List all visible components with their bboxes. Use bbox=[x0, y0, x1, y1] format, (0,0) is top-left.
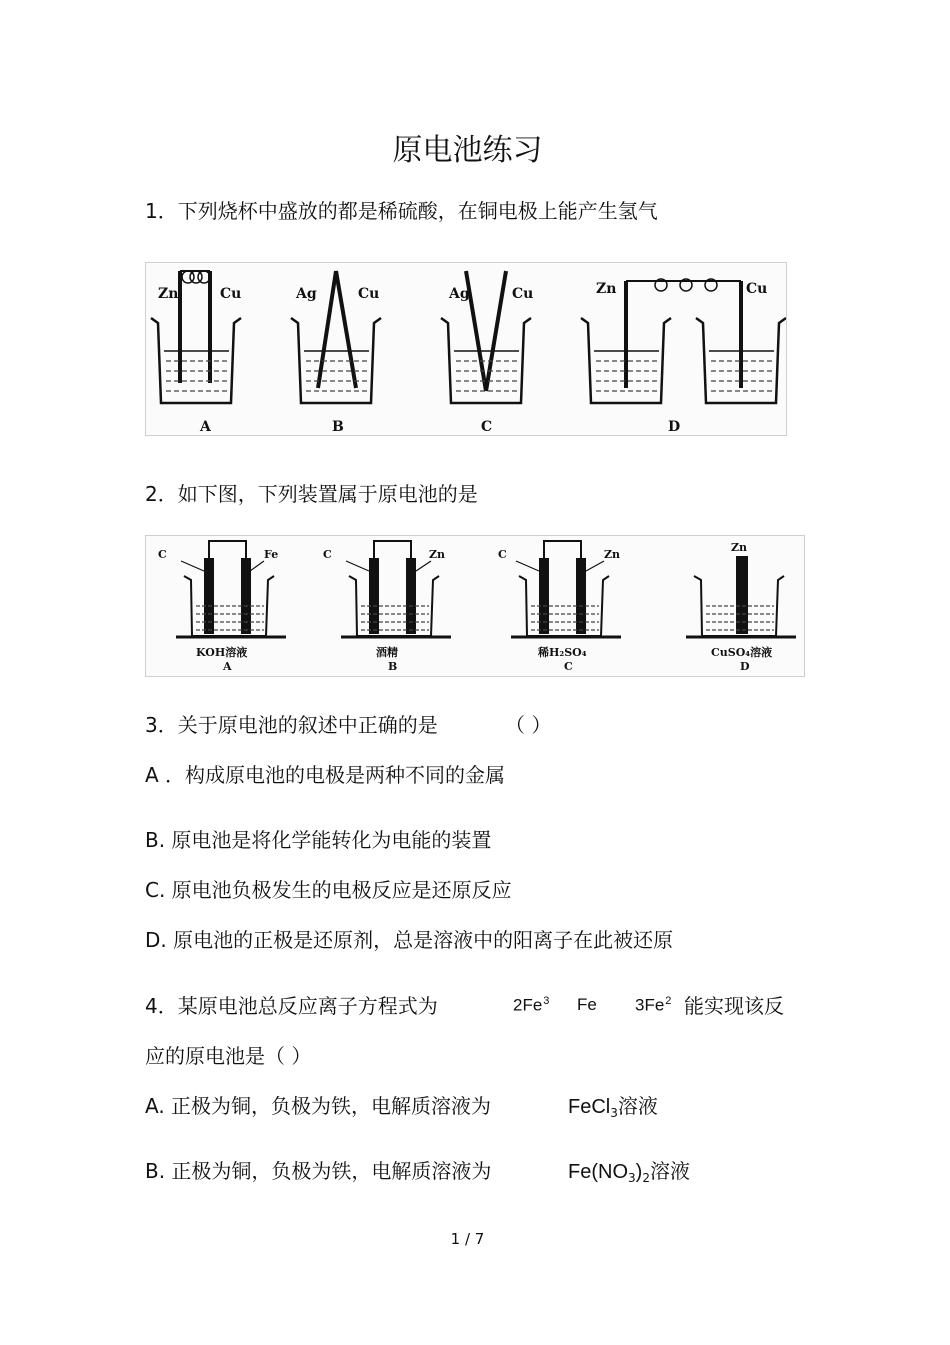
fig2-a-right: Fe bbox=[264, 548, 279, 561]
fig2-a-label: A bbox=[223, 660, 232, 673]
fig2-d-solution: CuSO₄溶液 bbox=[711, 646, 773, 659]
option-b-tail: 溶液 bbox=[649, 1159, 690, 1183]
label-a-right: Cu bbox=[220, 286, 242, 302]
option-a-subscript: 3 bbox=[610, 1106, 618, 1120]
fig2-d-label: D bbox=[740, 660, 750, 673]
beakers-figure-1 bbox=[146, 263, 786, 435]
question-3-option-d: D. 原电池的正极是还原剂，总是溶液中的阳离子在此被还原 bbox=[145, 928, 674, 952]
beakers-figure-2 bbox=[146, 536, 804, 676]
fig2-d-electrode: Zn bbox=[731, 541, 748, 554]
label-c-right: Cu bbox=[512, 286, 534, 302]
equation-term-3 bbox=[635, 995, 671, 1016]
option-b-subscript-2: 2 bbox=[642, 1171, 650, 1185]
equation-term-3-text: 3Fe bbox=[635, 995, 665, 1015]
fig2-c-right: Zn bbox=[604, 548, 621, 561]
fig2-b-left: C bbox=[323, 548, 332, 561]
question-3-stem: 3．关于原电池的叙述中正确的是 bbox=[145, 713, 438, 737]
question-4-stem: 4．某原电池总反应离子方程式为 bbox=[145, 994, 438, 1018]
fig2-b-right: Zn bbox=[429, 548, 446, 561]
question-4-line-2: 应的原电池是（ ） bbox=[145, 1044, 312, 1068]
fig2-a-left: C bbox=[158, 548, 167, 561]
label-a-left: Zn bbox=[158, 286, 179, 302]
question-2-text: 2．如下图，下列装置属于原电池的是 bbox=[145, 482, 478, 506]
equation-term-2: Fe bbox=[577, 995, 597, 1014]
fig2-a-solution: KOH溶液 bbox=[196, 646, 248, 659]
label-d-right: Cu bbox=[746, 281, 768, 297]
label-a: A bbox=[200, 419, 211, 435]
question-4-option-b: B. 正极为铜，负极为铁，电解质溶液为 bbox=[145, 1159, 492, 1183]
option-a-formula bbox=[568, 1090, 658, 1119]
fig2-b-label: B bbox=[388, 660, 398, 673]
question-4-continuation: 能实现该反 bbox=[684, 994, 784, 1018]
question-1-text: 1．下列烧杯中盛放的都是稀硫酸，在铜电极上能产生氢气 bbox=[145, 199, 658, 223]
option-b-subscript-1: 3 bbox=[628, 1171, 636, 1185]
option-b-paren: ) bbox=[635, 1161, 643, 1183]
question-4-option-a: A. 正极为铜，负极为铁，电解质溶液为 bbox=[145, 1094, 492, 1118]
fig2-c-left: C bbox=[498, 548, 507, 561]
label-c-left: Ag bbox=[449, 286, 470, 302]
fig2-b-solution: 酒精 bbox=[376, 646, 398, 659]
fig2-c-label: C bbox=[564, 660, 573, 673]
question-3-option-b: B. 原电池是将化学能转化为电能的装置 bbox=[145, 828, 492, 852]
question-3-option-a: A ．构成原电池的电极是两种不同的金属 bbox=[145, 763, 506, 787]
option-a-tail: 溶液 bbox=[617, 1094, 658, 1118]
question-3-blank: （ ） bbox=[505, 713, 552, 737]
equation-term-1 bbox=[513, 995, 549, 1016]
option-a-formula-text: FeCl bbox=[568, 1096, 611, 1118]
equation-term-1-charge: 3 bbox=[543, 995, 550, 1007]
equation-term-1-text: 2Fe bbox=[513, 995, 543, 1015]
label-b-left: Ag bbox=[296, 286, 317, 302]
option-b-formula-text: Fe(NO bbox=[568, 1161, 628, 1183]
label-c: C bbox=[481, 419, 493, 435]
page-number: 1 / 7 bbox=[450, 1230, 485, 1248]
label-d: D bbox=[668, 419, 681, 435]
question-3-option-c: C. 原电池负极发生的电极反应是还原反应 bbox=[145, 878, 512, 902]
equation-term-3-charge: 2 bbox=[665, 995, 672, 1007]
label-b: B bbox=[332, 419, 344, 435]
label-d-left: Zn bbox=[596, 281, 617, 297]
label-b-right: Cu bbox=[358, 286, 380, 302]
question-2-figure bbox=[145, 535, 805, 677]
page-title: 原电池练习 bbox=[392, 133, 543, 168]
option-b-formula bbox=[568, 1155, 690, 1184]
question-1-figure bbox=[145, 262, 787, 436]
fig2-c-solution: 稀H₂SO₄ bbox=[538, 646, 587, 659]
